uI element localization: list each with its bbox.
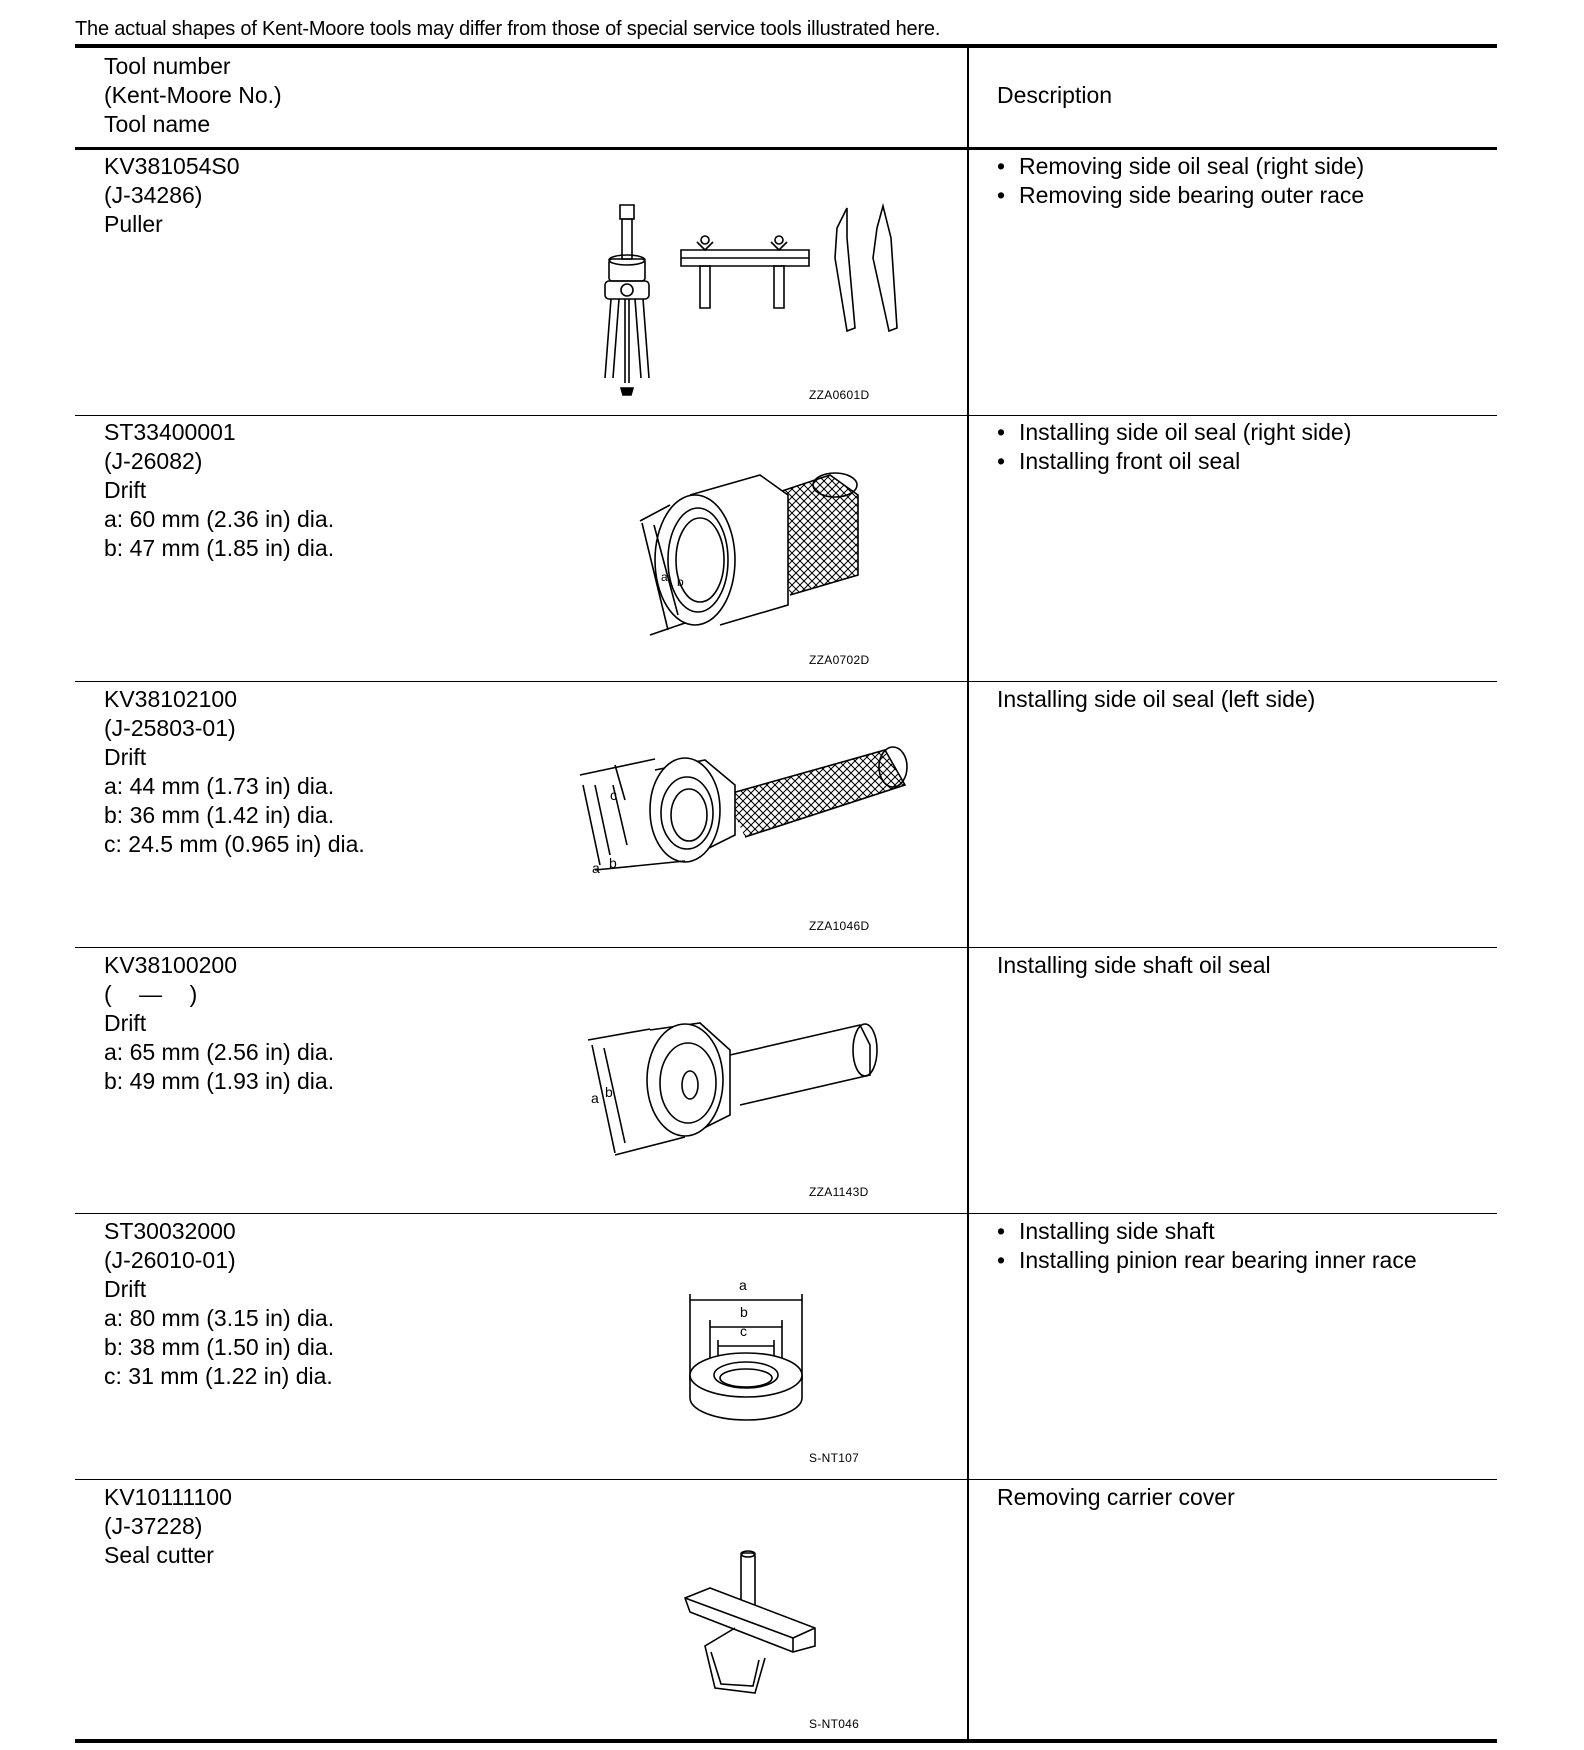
description-item: Installing side shaft oil seal bbox=[997, 952, 1271, 978]
spec-line: b: 49 mm (1.93 in) dia. bbox=[104, 1068, 335, 1094]
tool-row-5-info bbox=[104, 1217, 334, 1391]
header-tool-name: Tool name bbox=[104, 111, 211, 137]
tool-name: Drift bbox=[104, 1276, 147, 1302]
spec-line: a: 60 mm (2.36 in) dia. bbox=[104, 506, 335, 532]
figure-code: S-NT046 bbox=[809, 1717, 860, 1731]
dimension-c-label: c bbox=[610, 787, 617, 803]
drift-ring-illustration bbox=[680, 1290, 820, 1430]
description-item: Installing side oil seal (left side) bbox=[997, 686, 1316, 712]
tool-number: KV38100200 bbox=[104, 952, 238, 978]
description-item: • Installing front oil seal bbox=[997, 447, 1351, 476]
table-bottom-rule bbox=[75, 1739, 1497, 1743]
header-tool-column bbox=[104, 52, 282, 139]
spec-line: b: 38 mm (1.50 in) dia. bbox=[104, 1334, 335, 1360]
dimension-b-label: b bbox=[740, 1304, 748, 1320]
header-rule bbox=[75, 147, 1497, 150]
row-rule bbox=[75, 947, 1497, 948]
spec-line: a: 65 mm (2.56 in) dia. bbox=[104, 1039, 335, 1065]
drift-shaft-illustration bbox=[580, 1015, 890, 1185]
kent-moore-number bbox=[104, 980, 334, 1009]
dimension-a-label: a bbox=[739, 1277, 747, 1293]
header-kent-moore: (Kent-Moore No.) bbox=[104, 82, 282, 108]
kent-moore-number: (J-26082) bbox=[104, 448, 203, 474]
drift-knurled-illustration bbox=[640, 465, 880, 655]
dimension-b-label: b bbox=[677, 575, 684, 589]
spec-line: b: 36 mm (1.42 in) dia. bbox=[104, 802, 335, 828]
kent-moore-number: (J-34286) bbox=[104, 182, 203, 208]
tool-row-1-info bbox=[104, 152, 240, 239]
paren-open: ( bbox=[104, 981, 112, 1007]
row-rule bbox=[75, 415, 1497, 416]
tool-name: Drift bbox=[104, 744, 147, 770]
spec-line: c: 24.5 mm (0.965 in) dia. bbox=[104, 831, 365, 857]
tool-row-2-info bbox=[104, 418, 334, 563]
dimension-a-label: a bbox=[661, 570, 668, 584]
spec-line: c: 31 mm (1.22 in) dia. bbox=[104, 1363, 333, 1389]
row-rule bbox=[75, 681, 1497, 682]
figure-code: ZZA0601D bbox=[809, 388, 870, 402]
tool-row-2-description bbox=[997, 418, 1351, 476]
kent-moore-number: (J-25803-01) bbox=[104, 715, 236, 741]
tool-row-4-description bbox=[997, 951, 1271, 980]
kent-moore-dash: — bbox=[139, 981, 163, 1007]
tool-name: Puller bbox=[104, 211, 163, 237]
figure-code: ZZA0702D bbox=[809, 653, 870, 667]
dimension-a-label: a bbox=[591, 1090, 599, 1106]
tool-number: KV381054S0 bbox=[104, 153, 240, 179]
table-top-rule bbox=[75, 44, 1497, 48]
description-item: Removing carrier cover bbox=[997, 1484, 1235, 1510]
spec-line: b: 47 mm (1.85 in) dia. bbox=[104, 535, 335, 561]
tool-row-5-description bbox=[997, 1217, 1417, 1275]
row-rule bbox=[75, 1213, 1497, 1214]
puller-illustration bbox=[585, 198, 905, 403]
description-item: • Removing side bearing outer race bbox=[997, 181, 1364, 210]
spec-line: a: 80 mm (3.15 in) dia. bbox=[104, 1305, 335, 1331]
description-item: • Installing pinion rear bearing inner race bbox=[997, 1246, 1417, 1275]
dimension-a-label: a bbox=[592, 860, 600, 876]
tool-name: Seal cutter bbox=[104, 1542, 214, 1568]
row-rule bbox=[75, 1479, 1497, 1480]
kent-moore-number: (J-37228) bbox=[104, 1513, 203, 1539]
tool-number: ST30032000 bbox=[104, 1218, 236, 1244]
tool-row-6-description bbox=[997, 1483, 1235, 1512]
dimension-c-label: c bbox=[740, 1323, 747, 1339]
tool-number: KV38102100 bbox=[104, 686, 238, 712]
dimension-b-label: b bbox=[605, 1084, 613, 1100]
figure-code: ZZA1046D bbox=[809, 919, 870, 933]
tool-name: Drift bbox=[104, 477, 147, 503]
header-tool-number: Tool number bbox=[104, 53, 231, 79]
spec-line: a: 44 mm (1.73 in) dia. bbox=[104, 773, 335, 799]
kent-moore-number: (J-26010-01) bbox=[104, 1247, 236, 1273]
tool-row-1-description bbox=[997, 152, 1364, 210]
tool-name: Drift bbox=[104, 1010, 147, 1036]
tool-number: ST33400001 bbox=[104, 419, 236, 445]
description-item: • Installing side oil seal (right side) bbox=[997, 418, 1351, 447]
tool-number: KV10111100 bbox=[104, 1484, 232, 1510]
description-item: • Installing side shaft bbox=[997, 1217, 1417, 1246]
tool-row-4-info bbox=[104, 951, 334, 1096]
figure-code: S-NT107 bbox=[809, 1451, 860, 1465]
dimension-b-label: b bbox=[609, 855, 617, 871]
page-note: The actual shapes of Kent-Moore tools may differ from those of special service tools illustrated here. bbox=[75, 18, 941, 40]
tool-row-3-description bbox=[997, 685, 1315, 714]
column-divider bbox=[967, 48, 969, 1739]
header-description: Description bbox=[997, 82, 1113, 108]
tool-row-3-info bbox=[104, 685, 365, 859]
figure-code: ZZA1143D bbox=[809, 1185, 869, 1199]
drift-long-illustration bbox=[575, 745, 915, 915]
seal-cutter-illustration bbox=[675, 1548, 825, 1698]
description-item: • Removing side oil seal (right side) bbox=[997, 152, 1364, 181]
tool-row-6-info bbox=[104, 1483, 232, 1570]
paren-close: ) bbox=[189, 981, 198, 1007]
